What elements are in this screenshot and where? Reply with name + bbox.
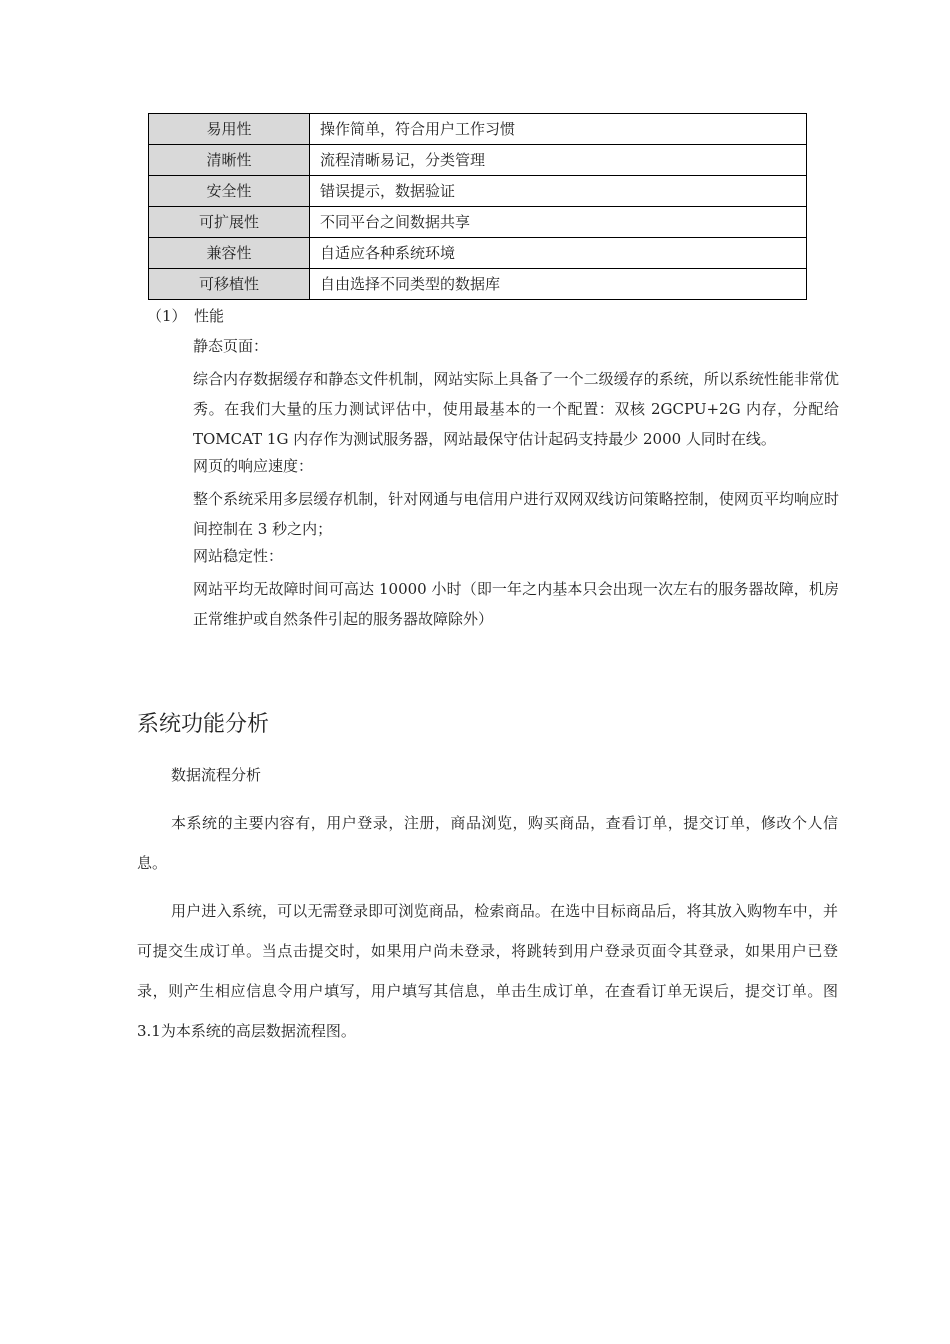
performance-heading <box>147 303 224 329</box>
response-speed-label: 网页的响应速度： <box>193 457 314 475</box>
quality-attributes-table <box>148 113 807 300</box>
heading-text: 性能 <box>194 307 225 325</box>
table-row <box>149 114 807 145</box>
attribute-cell: 可扩展性 <box>149 207 310 238</box>
attribute-cell: 安全性 <box>149 176 310 207</box>
table-row <box>149 145 807 176</box>
attribute-cell: 兼容性 <box>149 238 310 269</box>
heading-number: （1） <box>147 307 187 325</box>
description-cell: 自适应各种系统环境 <box>310 238 807 269</box>
section-subtitle: 数据流程分析 <box>171 766 262 784</box>
body-paragraph: 用户进入系统，可以无需登录即可浏览商品，检索商品。在选中目标商品后，将其放入购物车中，并可提交生成订单。当点击提交时，如果用户尚未登录，将跳转到用户登录页面令其登录，如果用户已登录，则产生相应信息令用户填写，用户填写其信息，单击生成订单，在查看订单无误后，提交订单。图 3.1为本系统的高层数据流程图。 <box>137 902 838 1040</box>
stability-text: 网站平均无故障时间可高达 10000 小时（即一年之内基本只会出现一次左右的服务器故障，机房正常维护或自然条件引起的服务器故障除外） <box>193 580 839 628</box>
body-paragraph: 本系统的主要内容有，用户登录，注册，商品浏览，购买商品，查看订单，提交订单，修改个人信息。 <box>137 814 838 872</box>
description-cell: 操作简单，符合用户工作习惯 <box>310 114 807 145</box>
table-row <box>149 269 807 300</box>
description-cell: 自由选择不同类型的数据库 <box>310 269 807 300</box>
description-cell: 错误提示，数据验证 <box>310 176 807 207</box>
static-page-text: 综合内存数据缓存和静态文件机制，网站实际上具备了一个二级缓存的系统，所以系统性能非常优秀。在我们大量的压力测试评估中，使用最基本的一个配置：双核 2GCPU+2G 内存，分配给 TOMCAT 1G 内存作为测试服务器，网站最保守估计起码支持最少 2000 人同时在线。 <box>193 370 839 448</box>
attribute-cell: 易用性 <box>149 114 310 145</box>
section-title: 系统功能分析 <box>137 712 270 737</box>
static-page-label: 静态页面： <box>193 337 269 355</box>
attribute-cell: 可移植性 <box>149 269 310 300</box>
table-row <box>149 238 807 269</box>
performance-section <box>193 334 839 634</box>
attribute-cell: 清晰性 <box>149 145 310 176</box>
section-body <box>137 803 838 1059</box>
table-row <box>149 207 807 238</box>
stability-label: 网站稳定性： <box>193 547 284 565</box>
description-cell: 流程清晰易记，分类管理 <box>310 145 807 176</box>
response-speed-text: 整个系统采用多层缓存机制，针对网通与电信用户进行双网双线访问策略控制，使网页平均响应时间控制在 3 秒之内； <box>193 490 839 538</box>
table-row <box>149 176 807 207</box>
description-cell: 不同平台之间数据共享 <box>310 207 807 238</box>
